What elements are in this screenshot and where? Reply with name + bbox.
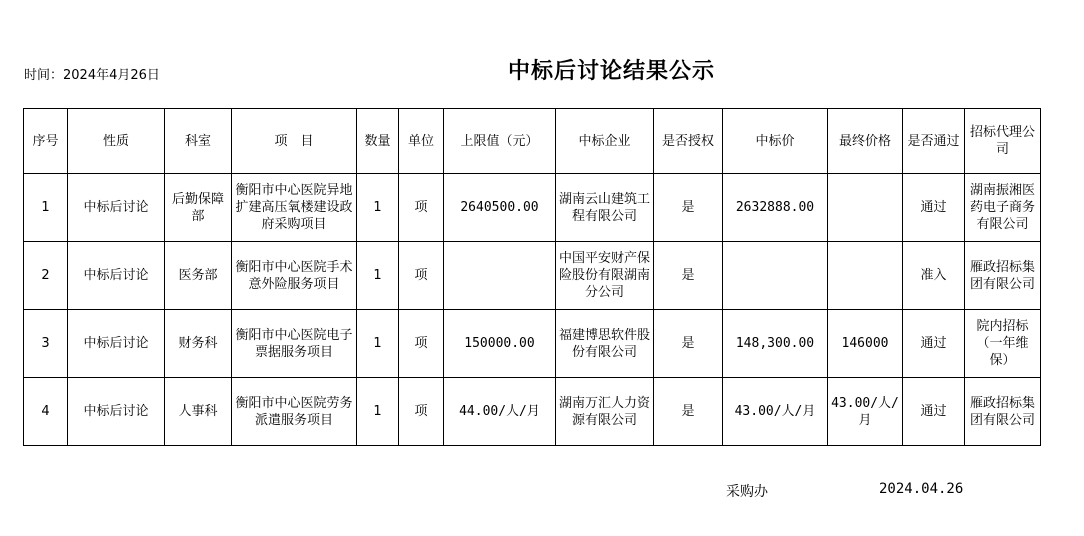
cell-company: 中国平安财产保险股份有限湖南分公司: [556, 242, 654, 310]
cell-qty: 1: [357, 378, 399, 446]
cell-limit: 44.00/人/月: [444, 378, 556, 446]
cell-project: 衡阳市中心医院异地扩建高压氧楼建设政府采购项目: [232, 174, 357, 242]
cell-no: 3: [24, 310, 68, 378]
col-header-unit: 单位: [399, 109, 444, 174]
table-row: [24, 242, 1041, 310]
cell-agency: 湖南振湘医药电子商务有限公司: [965, 174, 1041, 242]
table-row: [24, 174, 1041, 242]
cell-authorized: 是: [654, 310, 723, 378]
col-header-authorized: 是否授权: [654, 109, 723, 174]
cell-final-price: [828, 242, 903, 310]
cell-unit: 项: [399, 242, 444, 310]
col-header-no: 序号: [24, 109, 68, 174]
table-row: [24, 378, 1041, 446]
cell-authorized: 是: [654, 174, 723, 242]
col-header-company: 中标企业: [556, 109, 654, 174]
col-header-limit: 上限值（元）: [444, 109, 556, 174]
col-header-bid-price: 中标价: [723, 109, 828, 174]
table-header-row: [24, 109, 1041, 174]
cell-dept: 财务科: [165, 310, 232, 378]
cell-dept: 医务部: [165, 242, 232, 310]
cell-company: 福建博思软件股份有限公司: [556, 310, 654, 378]
cell-authorized: 是: [654, 242, 723, 310]
cell-limit: 2640500.00: [444, 174, 556, 242]
cell-bid-price: 43.00/人/月: [723, 378, 828, 446]
cell-bid-price: 148,300.00: [723, 310, 828, 378]
cell-final-price: 43.00/人/月: [828, 378, 903, 446]
cell-result: 通过: [903, 310, 965, 378]
cell-nature: 中标后讨论: [68, 174, 165, 242]
cell-limit: 150000.00: [444, 310, 556, 378]
cell-result: 通过: [903, 378, 965, 446]
cell-project: 衡阳市中心医院劳务派遣服务项目: [232, 378, 357, 446]
cell-qty: 1: [357, 174, 399, 242]
col-header-qty: 数量: [357, 109, 399, 174]
col-header-project: 项 目: [232, 109, 357, 174]
cell-project: 衡阳市中心医院手术意外险服务项目: [232, 242, 357, 310]
cell-project: 衡阳市中心医院电子票据服务项目: [232, 310, 357, 378]
cell-no: 1: [24, 174, 68, 242]
cell-authorized: 是: [654, 378, 723, 446]
cell-nature: 中标后讨论: [68, 378, 165, 446]
cell-agency: 院内招标（一年维保）: [965, 310, 1041, 378]
footer-department: 采购办: [726, 484, 768, 500]
cell-final-price: 146000: [828, 310, 903, 378]
cell-qty: 1: [357, 242, 399, 310]
cell-bid-price: [723, 242, 828, 310]
cell-no: 2: [24, 242, 68, 310]
col-header-agency: 招标代理公司: [965, 109, 1041, 174]
cell-no: 4: [24, 378, 68, 446]
results-table: [23, 108, 1041, 446]
cell-result: 准入: [903, 242, 965, 310]
cell-unit: 项: [399, 310, 444, 378]
publish-date: 时间：2024年4月26日: [24, 68, 160, 83]
table-row: [24, 310, 1041, 378]
cell-nature: 中标后讨论: [68, 310, 165, 378]
col-header-nature: 性质: [68, 109, 165, 174]
cell-qty: 1: [357, 310, 399, 378]
cell-nature: 中标后讨论: [68, 242, 165, 310]
cell-final-price: [828, 174, 903, 242]
cell-agency: 雁政招标集团有限公司: [965, 378, 1041, 446]
cell-agency: 雁政招标集团有限公司: [965, 242, 1041, 310]
cell-result: 通过: [903, 174, 965, 242]
cell-unit: 项: [399, 174, 444, 242]
col-header-dept: 科室: [165, 109, 232, 174]
cell-unit: 项: [399, 378, 444, 446]
cell-dept: 后勤保障部: [165, 174, 232, 242]
cell-limit: [444, 242, 556, 310]
footer-date: 2024.04.26: [879, 481, 964, 497]
col-header-final-price: 最终价格: [828, 109, 903, 174]
col-header-result: 是否通过: [903, 109, 965, 174]
cell-company: 湖南万汇人力资源有限公司: [556, 378, 654, 446]
cell-dept: 人事科: [165, 378, 232, 446]
page-title: 中标后讨论结果公示: [508, 58, 716, 84]
cell-bid-price: 2632888.00: [723, 174, 828, 242]
cell-company: 湖南云山建筑工程有限公司: [556, 174, 654, 242]
